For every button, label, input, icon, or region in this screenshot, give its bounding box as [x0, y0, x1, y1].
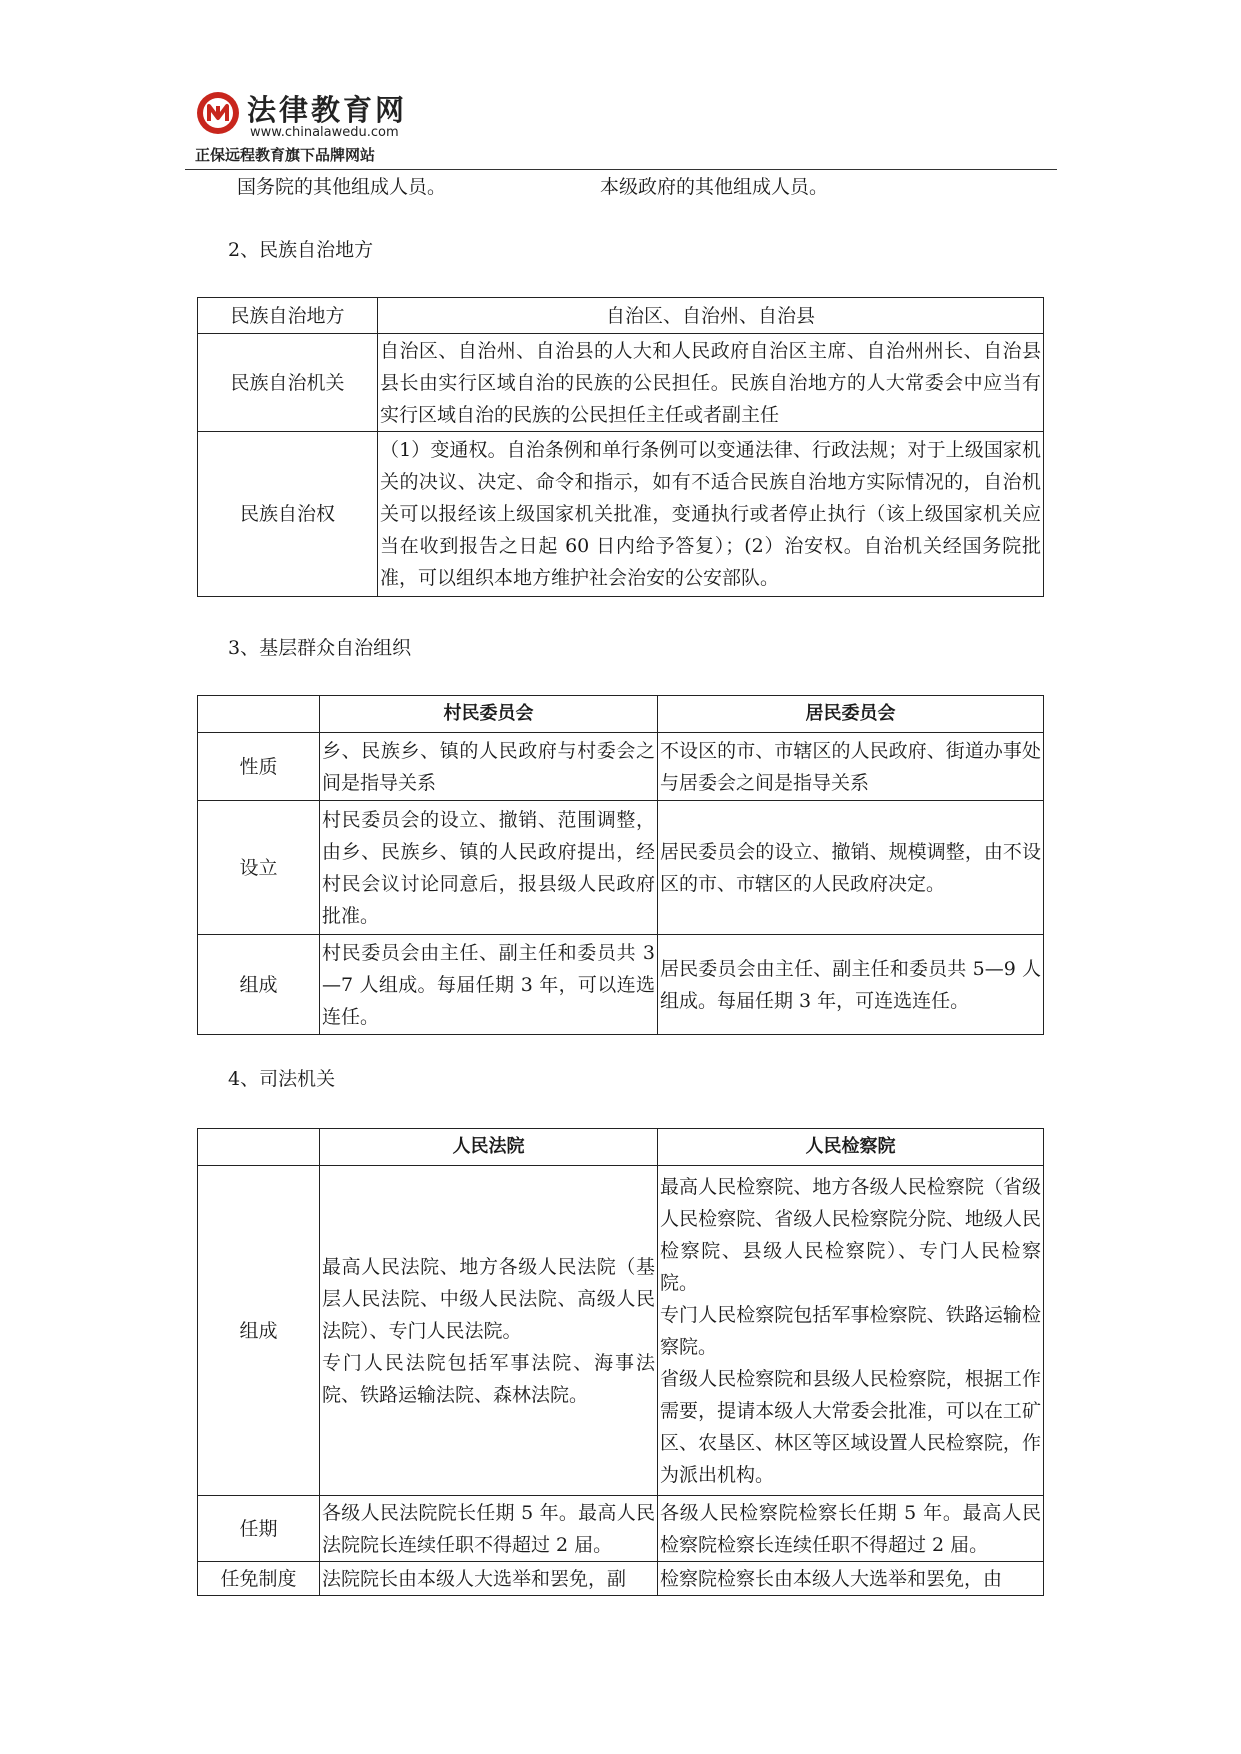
header-divider: [185, 169, 1057, 170]
procuratorate-appointment-cell: 检察院检察长由本级人大选举和罢免，由: [658, 1562, 1044, 1596]
court-term-cell: 各级人民法院院长任期 5 年。最高人民法院院长连续任职不得超过 2 届。: [320, 1496, 658, 1562]
row-content: 自治区、自治州、自治县的人大和人民政府自治区主席、自治州州长、自治县县长由实行区域自治的民族的公民担任。民族自治地方的人大常委会中应当有实行区域自治的民族的公民担任主任或者副主任: [378, 334, 1044, 432]
procuratorate-term-cell: 各级人民检察院检察长任期 5 年。最高人民检察院检察长连续任职不得超过 2 届。: [658, 1496, 1044, 1562]
table-header-row: [198, 1129, 1044, 1166]
table-row: [198, 432, 1044, 597]
brand-name: 法律教育网: [247, 93, 408, 127]
row-content: 自治区、自治州、自治县: [378, 298, 1044, 334]
court-appointment-cell: 法院院长由本级人大选举和罢免，副: [320, 1562, 658, 1596]
row-label: 民族自治权: [198, 432, 378, 597]
table-row: [198, 935, 1044, 1035]
table-row: [198, 1496, 1044, 1562]
resident-cell: 居民委员会的设立、撤销、规模调整，由不设区的市、市辖区的人民政府决定。: [658, 801, 1044, 935]
table-row: [198, 1562, 1044, 1596]
grassroots-table: [197, 695, 1044, 1035]
procuratorate-composition-paragraph: 省级人民检察院和县级人民检察院，根据工作需要，提请本级人大常委会批准，可以在工矿区、农垦区、林区等区域设置人民检察院，作为派出机构。: [660, 1367, 1041, 1486]
continuation-right: 本级政府的其他组成人员。: [600, 176, 829, 198]
table-header-row: [198, 696, 1044, 733]
table-row: [198, 334, 1044, 432]
table-row: [198, 733, 1044, 801]
brand-url[interactable]: www.chinalawedu.com: [250, 125, 399, 140]
village-cell: 乡、民族乡、镇的人民政府与村委会之间是指导关系: [320, 733, 658, 801]
table-row: [198, 298, 1044, 334]
section-heading-grassroots: 3、基层群众自治组织: [228, 637, 412, 659]
column-header-resident: 居民委员会: [658, 696, 1044, 733]
table-row: [198, 801, 1044, 935]
row-label: 组成: [198, 935, 320, 1035]
row-label: 设立: [198, 801, 320, 935]
procuratorate-composition-paragraph: 专门人民检察院包括军事检察院、铁路运输检察院。: [660, 1303, 1041, 1358]
resident-cell: 居民委员会由主任、副主任和委员共 5—9 人组成。每届任期 3 年，可连选连任。: [658, 935, 1044, 1035]
column-header-court: 人民法院: [320, 1129, 658, 1166]
row-label: 民族自治机关: [198, 334, 378, 432]
section-heading-ethnic-autonomy: 2、民族自治地方: [228, 239, 374, 261]
table-row: [198, 1166, 1044, 1496]
village-cell: 村民委员会的设立、撤销、范围调整，由乡、民族乡、镇的人民政府提出，经村民会议讨论同意后，报县级人民政府批准。: [320, 801, 658, 935]
brand-tagline: 正保远程教育旗下品牌网站: [195, 146, 376, 164]
row-label: 性质: [198, 733, 320, 801]
court-composition-paragraph: 最高人民法院、地方各级人民法院（基层人民法院、中级人民法院、高级人民法院）、专门人民法院。: [322, 1255, 655, 1342]
row-label: 组成: [198, 1166, 320, 1496]
law-education-logo-icon: [195, 90, 241, 136]
corner-cell: [198, 1129, 320, 1166]
continuation-left: 国务院的其他组成人员。: [237, 176, 447, 198]
site-header: [195, 88, 1057, 168]
row-content: （1）变通权。自治条例和单行条例可以变通法律、行政法规；对于上级国家机关的决议、决定、命令和指示，如有不适合民族自治地方实际情况的，自治机关可以报经该上级国家机关批准，变通执行或者停止执行（该上级国家机关应当在收到报告之日起 60 日内给予答复）；(2）治安权。自治机关经国务院批准，可以组织本地方维护社会治安的公安部队。: [378, 432, 1044, 597]
court-composition-cell: [320, 1166, 658, 1496]
procuratorate-composition-cell: [658, 1166, 1044, 1496]
ethnic-autonomy-table: [197, 297, 1044, 597]
procuratorate-composition-paragraph: 最高人民检察院、地方各级人民检察院（省级人民检察院、省级人民检察院分院、地级人民检察院、县级人民检察院）、专门人民检察院。: [660, 1175, 1041, 1294]
section-heading-judicial: 4、司法机关: [228, 1068, 336, 1090]
resident-cell: 不设区的市、市辖区的人民政府、街道办事处与居委会之间是指导关系: [658, 733, 1044, 801]
row-label: 民族自治地方: [198, 298, 378, 334]
row-label: 任免制度: [198, 1562, 320, 1596]
village-cell: 村民委员会由主任、副主任和委员共 3—7 人组成。每届任期 3 年，可以连选连任。: [320, 935, 658, 1035]
column-header-village: 村民委员会: [320, 696, 658, 733]
judicial-organs-table: [197, 1128, 1044, 1596]
column-header-procuratorate: 人民检察院: [658, 1129, 1044, 1166]
court-composition-paragraph: 专门人民法院包括军事法院、海事法院、铁路运输法院、森林法院。: [322, 1351, 655, 1406]
row-label: 任期: [198, 1496, 320, 1562]
corner-cell: [198, 696, 320, 733]
